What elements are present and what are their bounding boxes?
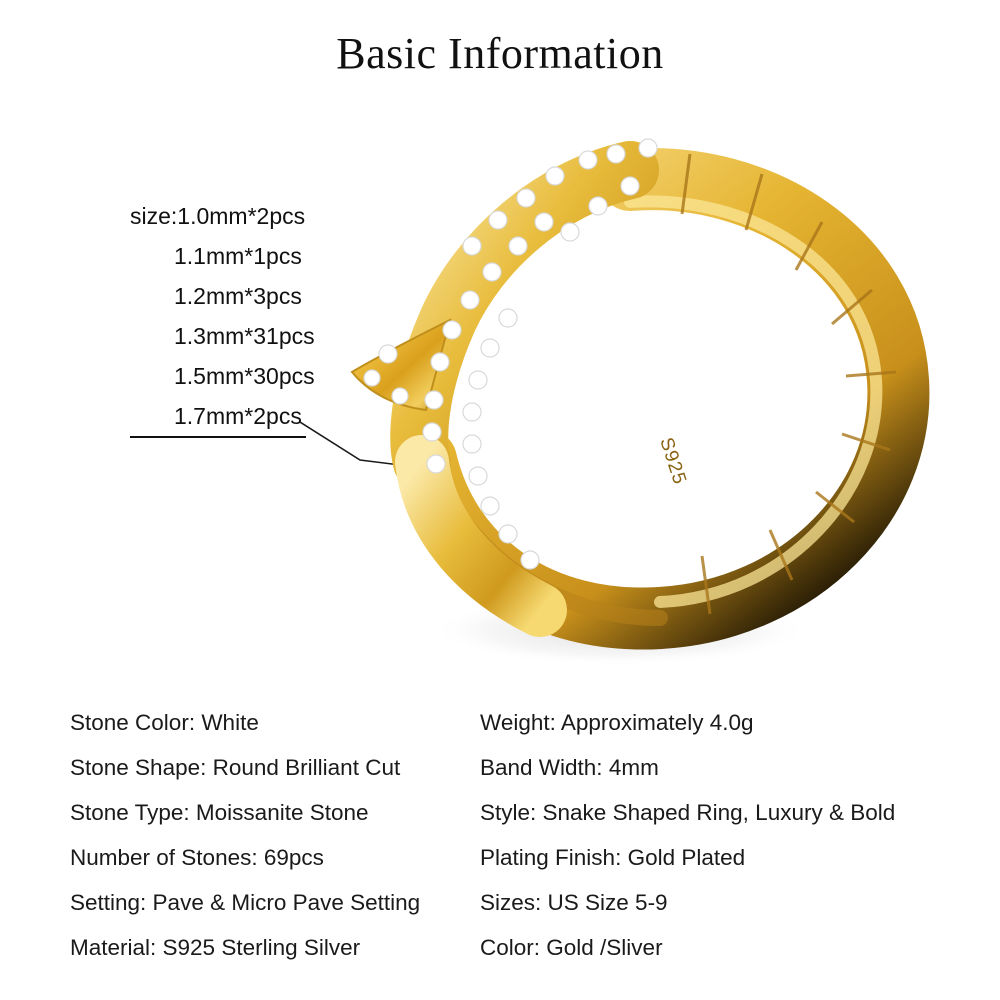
size-list-item: 1.1mm*1pcs — [174, 243, 302, 269]
spec-row: Style: Snake Shaped Ring, Luxury & Bold — [480, 800, 896, 825]
spec-row: Sizes: US Size 5-9 — [480, 890, 668, 915]
spec-row: Stone Type: Moissanite Stone — [70, 800, 369, 825]
size-list-item: 1.5mm*30pcs — [174, 363, 315, 389]
spec-row: Plating Finish: Gold Plated — [480, 845, 746, 870]
page-title: Basic Information — [336, 29, 664, 78]
spec-column-left — [0, 700, 440, 970]
spec-row: Weight: Approximately 4.0g — [480, 710, 754, 735]
size-list-item: 1.7mm*2pcs — [130, 396, 306, 438]
spec-row: Band Width: 4mm — [480, 755, 659, 780]
stone-size-list — [130, 196, 330, 438]
spec-column-right — [440, 700, 1000, 970]
spec-row: Color: Gold /Sliver — [480, 935, 663, 960]
spec-row: Stone Shape: Round Brilliant Cut — [70, 755, 401, 780]
spec-row: Material: S925 Sterling Silver — [70, 935, 361, 960]
ring-illustration — [330, 110, 970, 680]
ring-engraving-text: S925 — [655, 435, 691, 488]
size-list-item: size:1.0mm*2pcs — [130, 203, 306, 229]
size-list-item: 1.2mm*3pcs — [174, 283, 302, 309]
specifications — [0, 700, 1000, 970]
size-list-item: 1.3mm*31pcs — [174, 323, 315, 349]
ring-graphic — [330, 110, 970, 680]
spec-row: Number of Stones: 69pcs — [70, 845, 324, 870]
spec-row: Stone Color: White — [70, 710, 259, 735]
spec-row: Setting: Pave & Micro Pave Setting — [70, 890, 421, 915]
